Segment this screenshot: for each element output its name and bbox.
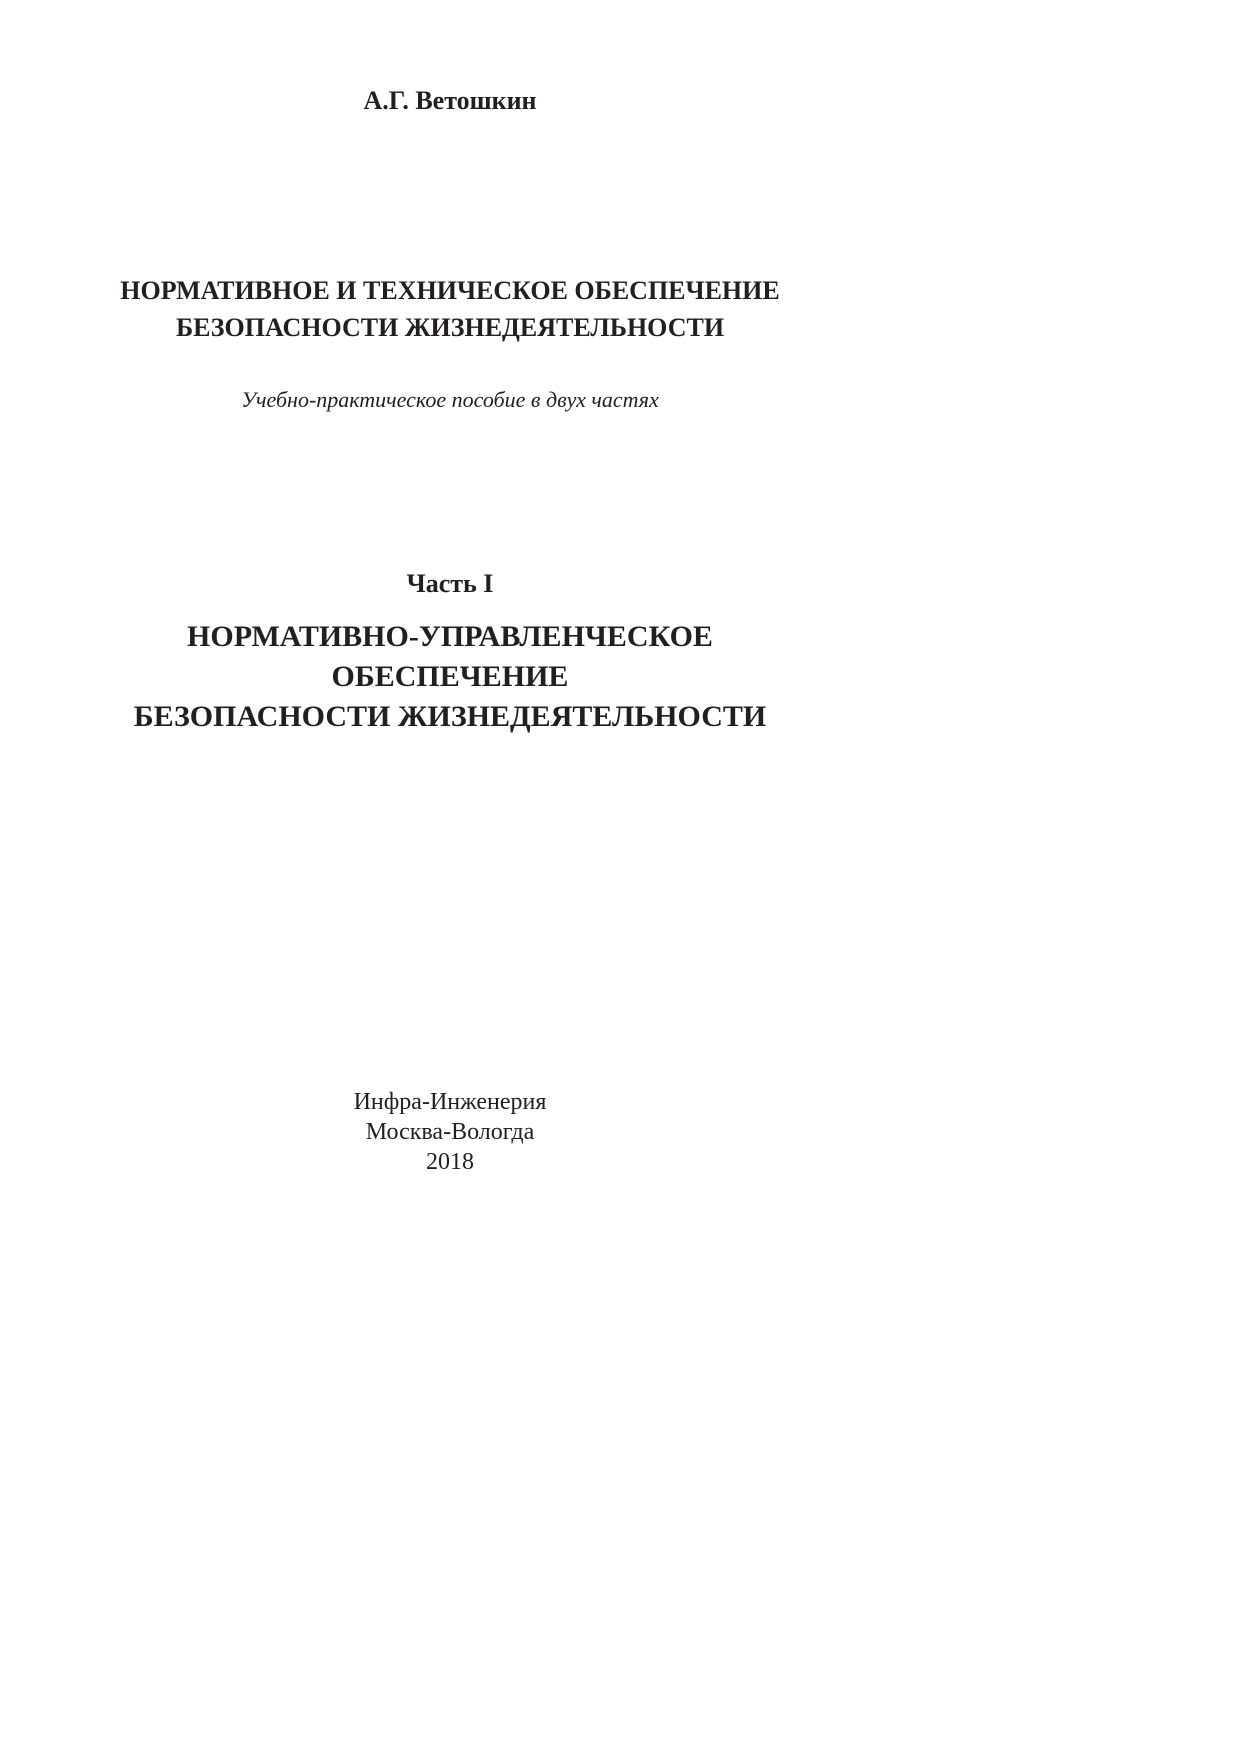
book-title [0,272,900,346]
book-title-line-2: БЕЗОПАСНОСТИ ЖИЗНЕДЕЯТЕЛЬНОСТИ [175,313,725,342]
book-title-line-1: НОРМАТИВНОЕ И ТЕХНИЧЕСКОЕ ОБЕСПЕЧЕНИЕ [120,276,780,305]
part-label: Часть I [406,569,494,598]
publisher-info [0,1087,900,1177]
part-title-line-2: ОБЕСПЕЧЕНИЕ [331,660,569,693]
book-subtitle: Учебно-практическое пособие в двух частях [241,387,659,412]
publisher-city: Москва-Вологда [365,1119,535,1145]
part-title-line-1: НОРМАТИВНО-УПРАВЛЕНЧЕСКОЕ [187,620,713,653]
publication-year: 2018 [426,1149,474,1175]
author-name: А.Г. Ветошкин [363,86,537,115]
publisher-name: Инфра-Инженерия [353,1089,547,1115]
part-title-line-3: БЕЗОПАСНОСТИ ЖИЗНЕДЕЯТЕЛЬНОСТИ [133,700,767,733]
part-title [0,617,900,737]
